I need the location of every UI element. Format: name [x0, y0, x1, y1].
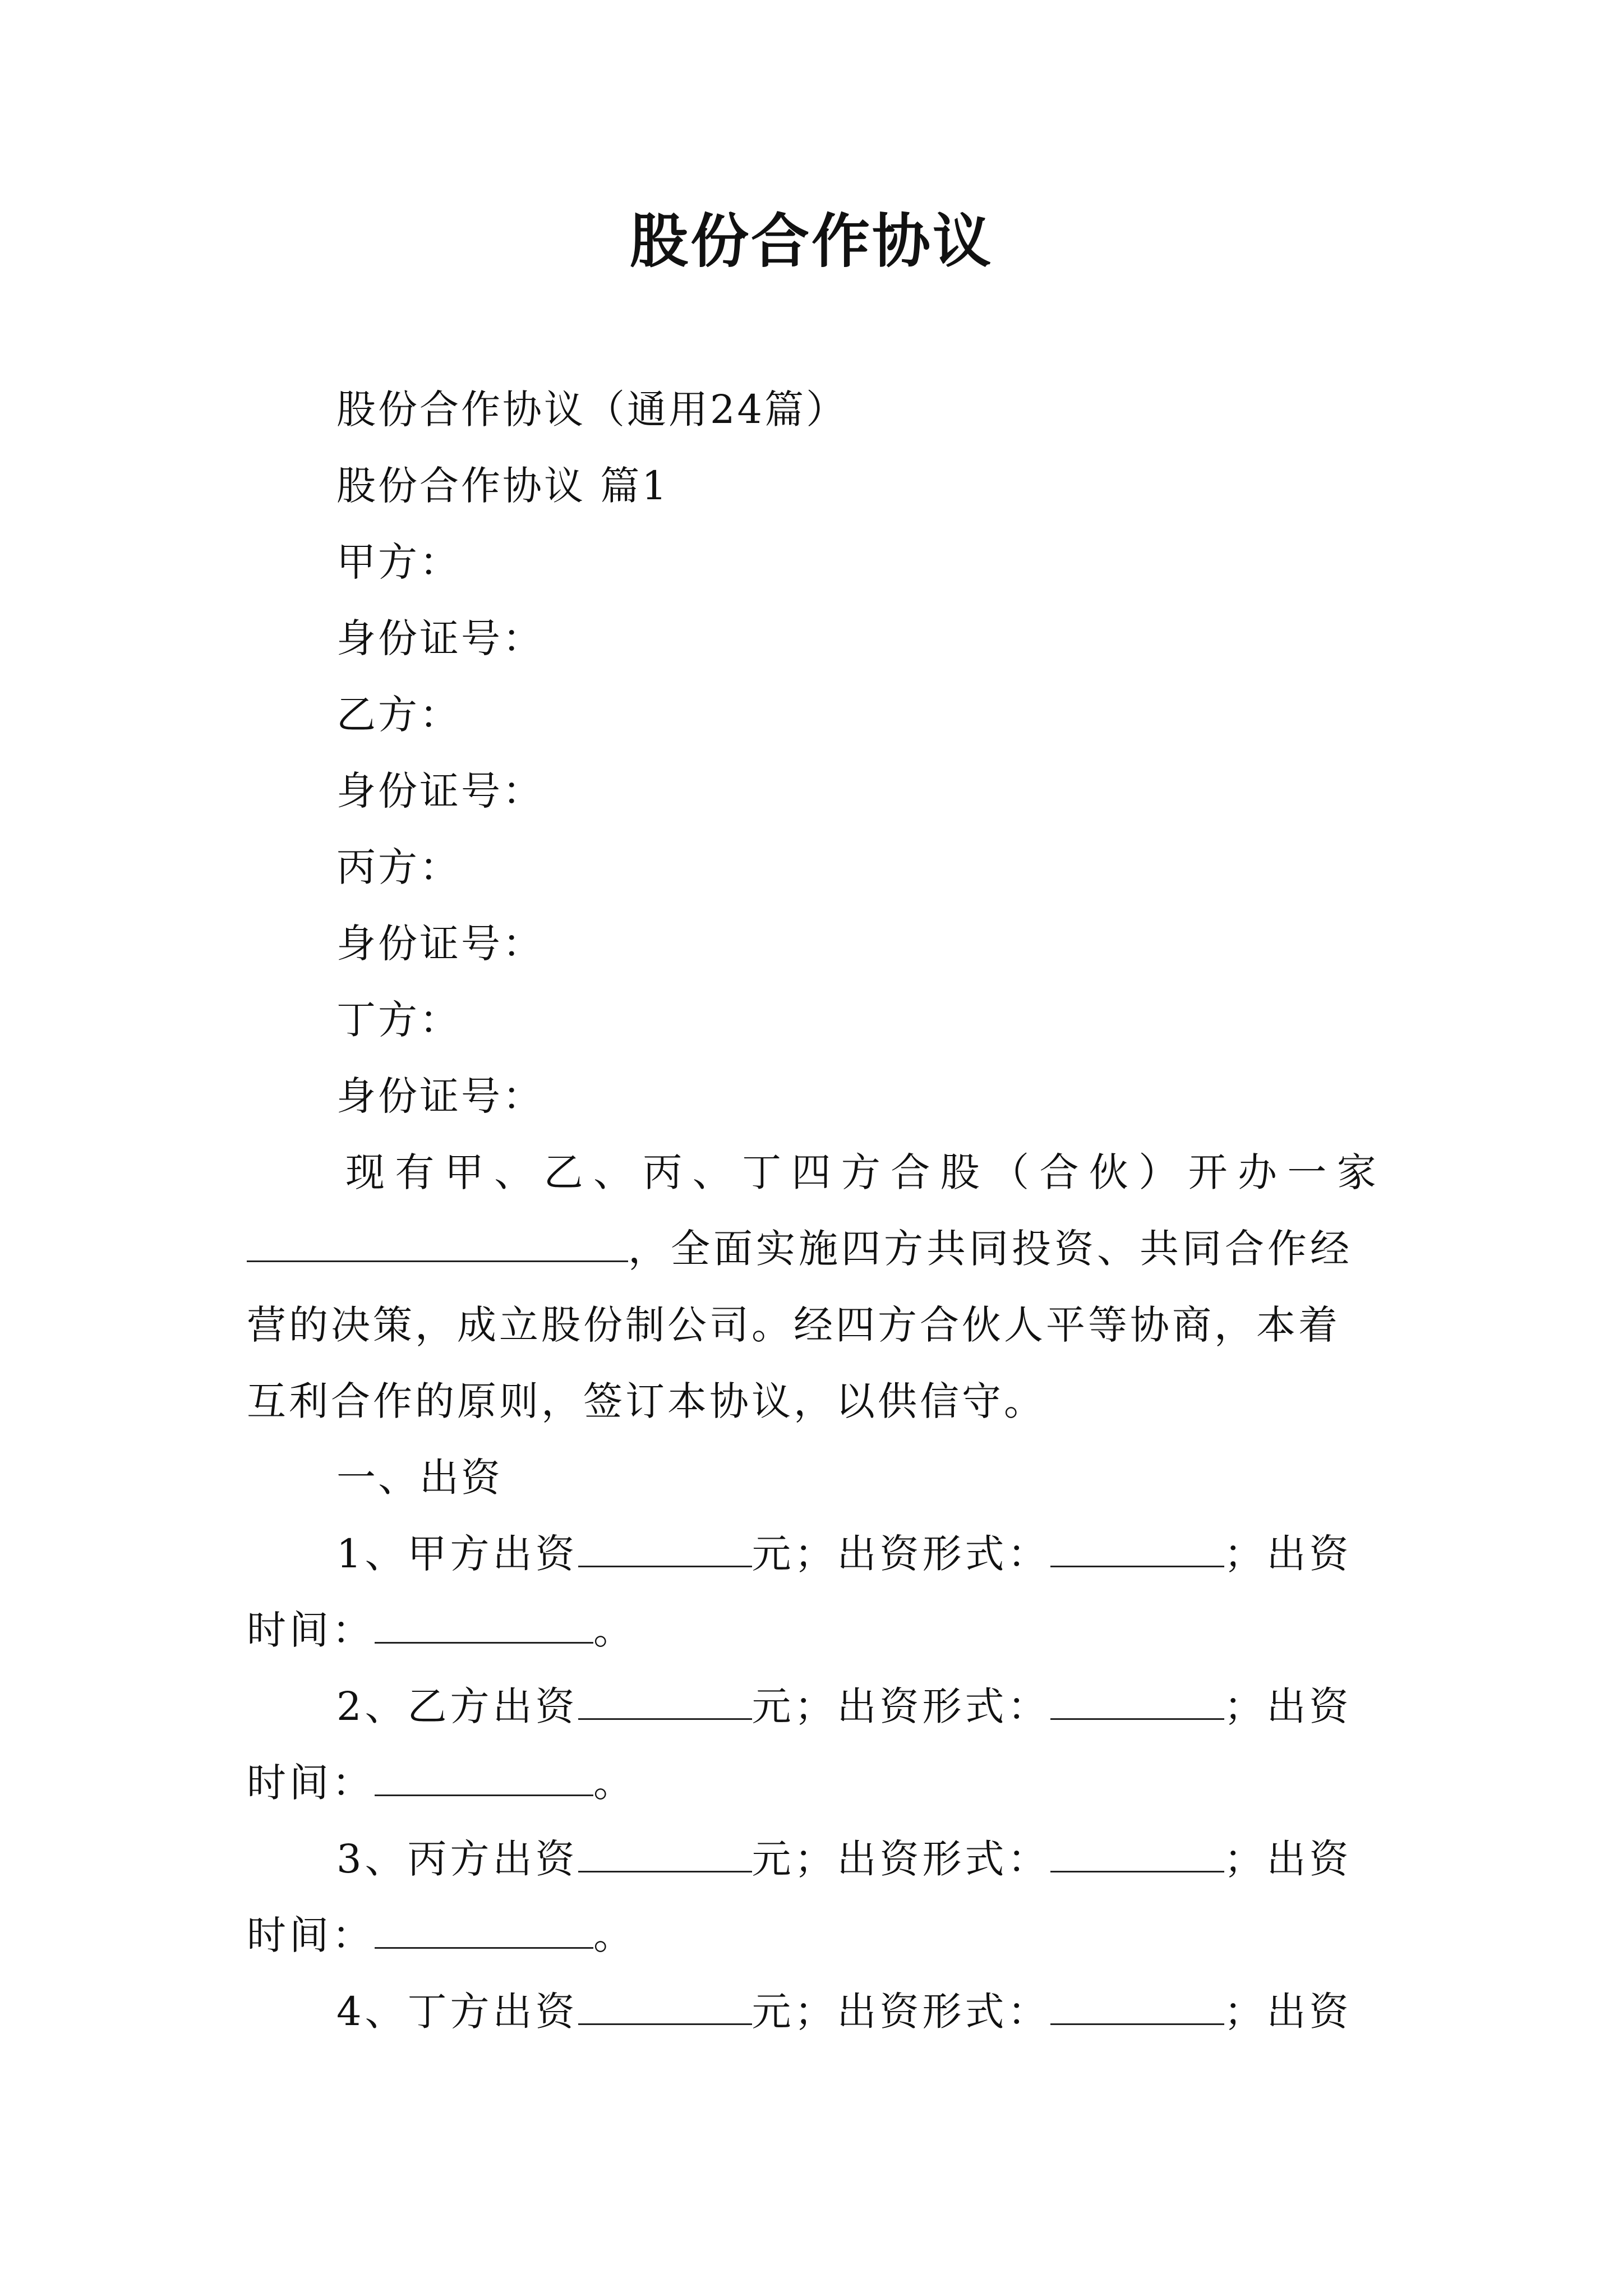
intro-line-2-text: ，全面实施四方共同投资、共同合作经 — [628, 1226, 1353, 1272]
contribution-1-time-label: 时间： — [247, 1607, 375, 1653]
intro-line-1: 现 有 甲 、 乙 、 丙 、 丁 四 方 合 股 （ 合 伙 ） 开 办 一 家 — [345, 1149, 1376, 1195]
contribution-2-prefix: 2、乙方出资 — [336, 1683, 578, 1729]
party-d-id-label: 身份证号： — [336, 1073, 544, 1119]
contribution-2-time-blank[interactable] — [375, 1761, 593, 1796]
contribution-1-line — [336, 1526, 1376, 1582]
contribution-4-form-blank[interactable] — [1050, 1990, 1224, 2025]
contribution-3-prefix: 3、丙方出资 — [336, 1836, 578, 1882]
company-name-blank[interactable] — [247, 1227, 628, 1262]
contribution-3-line — [336, 1831, 1376, 1887]
contribution-3-sep: ；出资 — [1224, 1836, 1352, 1882]
contribution-1-prefix: 1、甲方出资 — [336, 1531, 578, 1577]
contribution-2-time-label: 时间： — [247, 1760, 375, 1806]
intro-line-3: 营的决策，成立股份制公司。经四方合伙人平等协商，本着 — [247, 1302, 1340, 1348]
contribution-2-line — [336, 1678, 1376, 1734]
contribution-1-end: 。 — [593, 1607, 636, 1653]
section-heading: 股份合作协议 篇1 — [336, 463, 669, 509]
contribution-3-unit: 元；出资形式： — [751, 1836, 1050, 1882]
contribution-3-time-line — [247, 1907, 1376, 1963]
party-a-label: 甲方： — [336, 539, 461, 585]
document-subtitle: 股份合作协议（通用24篇） — [336, 386, 848, 432]
contribution-4-sep: ；出资 — [1224, 1989, 1352, 2035]
contribution-1-unit: 元；出资形式： — [751, 1531, 1050, 1577]
contribution-1-amount-blank[interactable] — [578, 1532, 752, 1567]
intro-line-2 — [247, 1221, 1376, 1277]
party-b-label: 乙方： — [336, 692, 461, 738]
contribution-2-unit: 元；出资形式： — [751, 1683, 1050, 1729]
contribution-2-end: 。 — [593, 1760, 636, 1806]
party-d-label: 丁方： — [336, 997, 461, 1043]
contribution-2-time-line — [247, 1755, 1376, 1811]
contribution-4-prefix: 4、丁方出资 — [336, 1989, 578, 2035]
contribution-1-form-blank[interactable] — [1050, 1532, 1224, 1567]
contribution-4-unit: 元；出资形式： — [751, 1989, 1050, 2035]
contribution-2-sep: ；出资 — [1224, 1683, 1352, 1729]
contribution-1-sep: ；出资 — [1224, 1531, 1352, 1577]
contribution-3-end: 。 — [593, 1912, 636, 1958]
contribution-3-amount-blank[interactable] — [578, 1837, 752, 1872]
party-c-id-label: 身份证号： — [336, 921, 544, 967]
contribution-2-form-blank[interactable] — [1050, 1685, 1224, 1720]
contribution-3-time-label: 时间： — [247, 1912, 375, 1958]
contribution-1-time-line — [247, 1602, 1376, 1658]
contribution-4-line — [336, 1984, 1376, 2040]
party-a-id-label: 身份证号： — [336, 615, 544, 661]
contribution-1-time-blank[interactable] — [375, 1608, 593, 1644]
contribution-3-form-blank[interactable] — [1050, 1837, 1224, 1872]
party-b-id-label: 身份证号： — [336, 768, 544, 814]
party-c-label: 丙方： — [336, 844, 461, 890]
intro-line-4: 互利合作的原则，签订本协议，以供信守。 — [247, 1378, 1046, 1424]
contribution-2-amount-blank[interactable] — [578, 1685, 752, 1720]
contribution-4-amount-blank[interactable] — [578, 1990, 752, 2025]
document-title: 股份合作协议 — [629, 206, 993, 275]
contribution-3-time-blank[interactable] — [375, 1913, 593, 1949]
clause-heading: 一、出资 — [336, 1455, 502, 1501]
